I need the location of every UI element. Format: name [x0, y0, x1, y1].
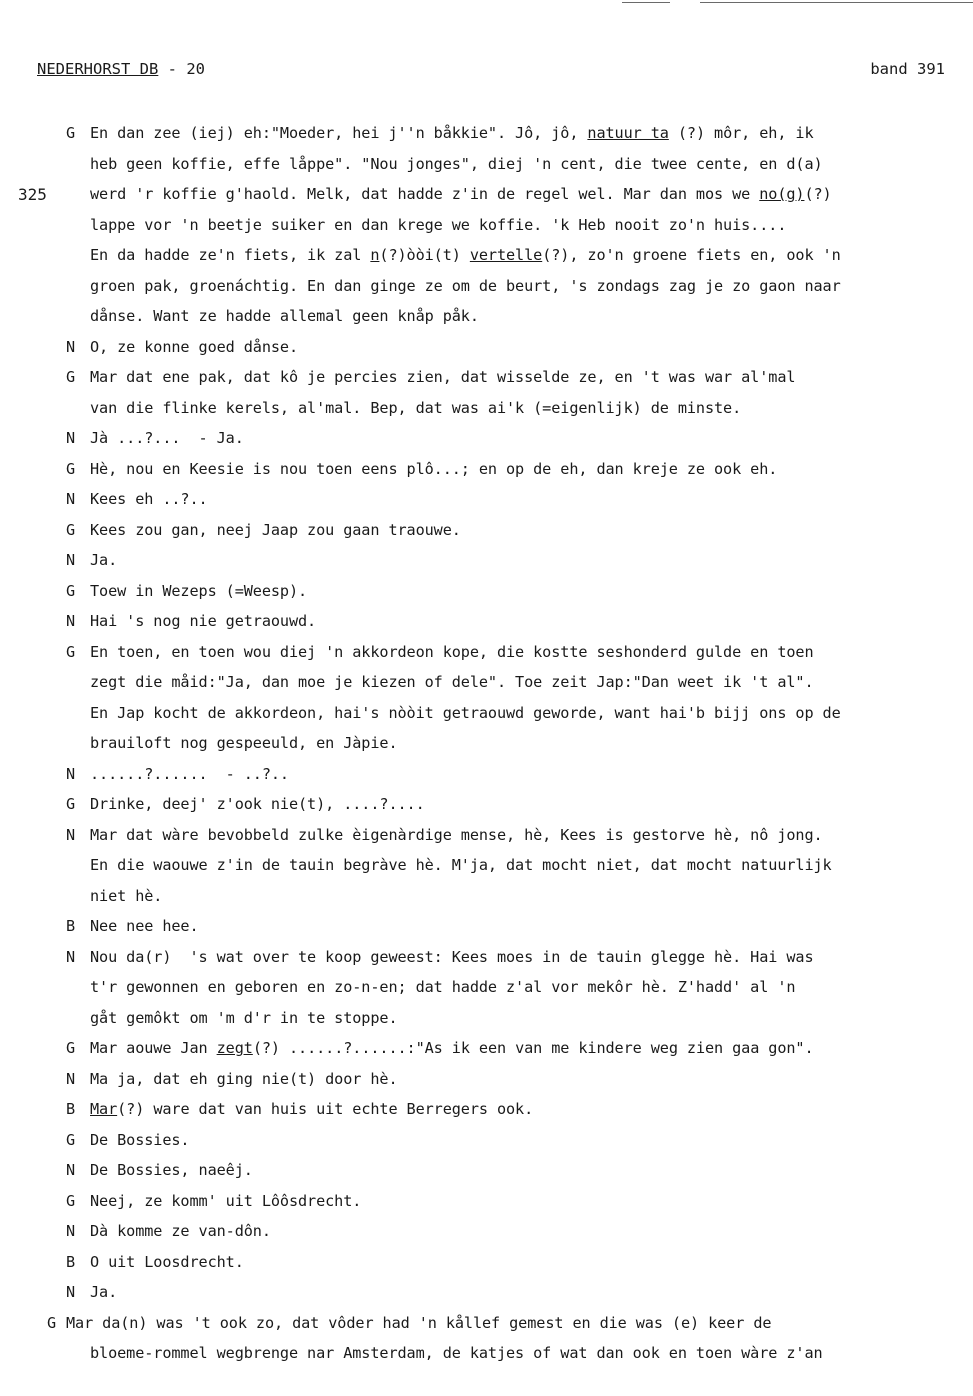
text-segment: Nee nee hee. [90, 917, 199, 935]
text-segment: (?) [804, 185, 832, 203]
line-text [90, 1064, 397, 1095]
transcript-line [0, 301, 973, 332]
text-segment: t'r gewonnen en geboren en zo-n-en; dat hadde z'al vor mekôr hè. Z'hadd' al 'n [90, 978, 796, 996]
text-segment: (?) môr, eh, ik [668, 124, 814, 142]
speaker-label: N [66, 551, 76, 569]
text-segment: En die waouwe z'in de tauin begràve hè. M'ja, dat mocht niet, dat mocht natuurlijk [90, 856, 832, 874]
line-text [90, 1155, 253, 1186]
transcript-line [0, 1247, 973, 1278]
line-text [90, 942, 814, 973]
text-segment: niet hè. [90, 886, 163, 905]
text-segment: ......?...... - ..?.. [90, 764, 289, 783]
line-text [90, 271, 841, 302]
transcript-line [0, 1216, 973, 1247]
speaker-label: G [66, 124, 76, 142]
text-segment: Neej, ze komm' uit Lôôsdrecht. [90, 1191, 362, 1210]
underlined-text: zegt [216, 1039, 253, 1057]
line-text [90, 1003, 397, 1034]
transcript-line [0, 210, 973, 241]
transcript-line [0, 850, 973, 881]
text-segment: gåt gemôkt om 'm d'r in te stoppe. [90, 1008, 398, 1027]
text-segment: Dà komme ze van-dôn. [90, 1222, 271, 1240]
text-segment: Jà ...?... - Ja. [90, 429, 244, 447]
line-text [90, 149, 823, 180]
text-segment: En toen, en toen wou diej 'n akkordeon kope, die kostte seshonderd gulde en toen [90, 642, 814, 661]
line-text [90, 240, 841, 271]
text-segment: dånse. Want ze hadde allemal geen knåp påk. [90, 307, 479, 325]
text-segment: Ja. [90, 1283, 118, 1301]
speaker-label: N [66, 1222, 76, 1240]
line-text [90, 332, 298, 363]
text-segment: werd 'r koffie g'haold. Melk, dat hadde z'in de regel wel. Mar dan mos we [90, 185, 760, 203]
speaker-label: G [66, 795, 76, 813]
underlined-text: n [370, 246, 380, 264]
speaker-label: B [66, 1252, 76, 1271]
speaker-label: N [66, 947, 76, 966]
transcript-line [0, 332, 973, 363]
speaker-label: G [66, 1191, 76, 1210]
speaker-label: N [66, 1161, 76, 1179]
line-text [90, 301, 479, 332]
line-text [90, 1338, 823, 1369]
text-segment: Kees eh ..?.. [90, 490, 208, 508]
transcript-line [0, 393, 973, 424]
line-text [90, 850, 832, 881]
transcript-line [0, 454, 973, 485]
line-text [90, 759, 289, 790]
line-text [90, 972, 795, 1003]
text-segment: Hai 's nog nie getraouwd. [90, 612, 317, 630]
text-segment: van die flinke kerels, al'mal. Bep, dat was ai'k (=eigenlijk) de minste. [90, 398, 742, 417]
speaker-label: G [66, 520, 76, 539]
text-segment: lappe vor 'n beetje suiker en dan krege we koffie. 'k Heb nooit zo'n huis.... [90, 215, 787, 234]
transcript-line [0, 423, 973, 454]
text-segment: Drinke, deej' z'ook nie(t), ....?.... [90, 795, 425, 813]
text-segment: (?), zo'n groene fiets en, ook 'n [542, 246, 841, 264]
speaker-label: B [66, 917, 76, 935]
text-segment: Mar aouwe Jan [90, 1039, 217, 1057]
text-segment: Ja. [90, 551, 118, 569]
line-text [90, 545, 117, 576]
page-number: - 20 [158, 60, 205, 78]
text-segment: En dan zee (iej) eh:"Moeder, hei j''n båkkie". Jô, jô, [90, 124, 588, 142]
speaker-label: G [66, 368, 76, 386]
transcript-line [0, 1064, 973, 1095]
line-text [90, 789, 425, 820]
text-segment: bloeme-rommel wegbrenge nar Amsterdam, de katjes of wat dan ook en toen wàre z'an [90, 1344, 823, 1362]
line-text [90, 667, 814, 698]
speaker-label: B [66, 1100, 76, 1118]
underlined-text: natuur ta [587, 124, 669, 142]
transcript-line [0, 820, 973, 851]
transcript-line [0, 1003, 973, 1034]
underlined-text: Mar [90, 1100, 118, 1118]
line-text [90, 728, 397, 759]
transcript-line [0, 1033, 973, 1064]
underlined-text: no(g) [759, 185, 805, 203]
transcript-line [0, 698, 973, 729]
line-text [90, 515, 461, 546]
text-segment: O uit Loosdrecht. [90, 1252, 244, 1271]
line-text [90, 637, 814, 668]
transcript-line [0, 240, 973, 271]
transcript-line [0, 1338, 973, 1369]
top-rule-right [700, 2, 973, 3]
line-text [90, 423, 244, 454]
transcript-body [0, 118, 973, 1369]
text-segment: O, ze konne goed dånse. [90, 337, 299, 356]
line-text [90, 362, 795, 393]
speaker-label: N [66, 337, 76, 356]
line-text [90, 179, 832, 210]
transcript-line [0, 118, 973, 149]
speaker-label: N [66, 429, 76, 447]
text-segment: Mar dat ene pak, dat kô je percies zien, dat wisselde ze, en 't was war al'mal [90, 368, 796, 386]
transcript-line [0, 149, 973, 180]
text-segment: Nou da(r) 's wat over te koop geweest: Kees moes in de tauin glegge hè. Hai was [90, 947, 814, 966]
margin-line-number: 325 [18, 185, 47, 204]
transcript-line [0, 362, 973, 393]
text-segment: De Bossies. [90, 1130, 190, 1149]
band-number: band 391 [870, 60, 945, 78]
line-text [90, 820, 823, 851]
transcript-line [0, 545, 973, 576]
line-text [66, 1308, 771, 1339]
speaker-label: N [66, 612, 76, 630]
line-text [90, 576, 307, 607]
text-segment: Ma ja, dat eh ging nie(t) door hè. [90, 1069, 398, 1088]
transcript-line [0, 667, 973, 698]
line-text [90, 606, 316, 637]
transcript-line [0, 972, 973, 1003]
transcript-line [0, 911, 973, 942]
speaker-label: N [66, 764, 76, 783]
line-text [90, 118, 814, 149]
top-rule-left [622, 2, 670, 3]
line-text [90, 1033, 814, 1064]
speaker-label: N [66, 1283, 76, 1301]
line-text [90, 484, 208, 515]
line-text [90, 698, 841, 729]
text-segment: (?) ......?......:"As ik een van me kindere weg zien gaa gon". [252, 1039, 814, 1057]
line-text [90, 393, 741, 424]
transcript-line [0, 1277, 973, 1308]
speaker-label: N [66, 490, 76, 508]
speaker-label: G [66, 1130, 76, 1149]
underlined-text: vertelle [469, 246, 543, 264]
transcript-line [0, 576, 973, 607]
transcript-line [0, 759, 973, 790]
speaker-label: G [66, 459, 76, 478]
speaker-label: N [66, 1069, 76, 1088]
line-text [90, 1247, 244, 1278]
text-segment: heb geen koffie, effe låppe". "Nou jonges", diej 'n cent, die twee cente, en d(a) [90, 154, 823, 173]
transcript-line [0, 789, 973, 820]
text-segment: Mar da(n) was 't ook zo, dat vôder had 'n kållef gemest en die was (e) keer de [66, 1313, 772, 1332]
page-header-left [37, 60, 205, 78]
transcript-line [0, 637, 973, 668]
line-text [90, 1125, 189, 1156]
line-text [90, 1277, 117, 1308]
transcript-line [0, 1186, 973, 1217]
line-text [90, 1216, 271, 1247]
transcript-line [0, 1308, 973, 1339]
transcript-line [0, 606, 973, 637]
speaker-label: G [47, 1313, 57, 1332]
line-text [90, 1094, 533, 1125]
transcript-line [0, 728, 973, 759]
transcript-line [0, 942, 973, 973]
transcript-line [0, 515, 973, 546]
text-segment: Mar dat wàre bevobbeld zulke èigenàrdige mense, hè, Kees is gestorve hè, nô jong. [90, 825, 823, 844]
speaker-label: G [66, 642, 76, 661]
transcript-line [0, 1094, 973, 1125]
line-text [90, 881, 162, 912]
text-segment: Kees zou gan, neej Jaap zou gaan traouwe. [90, 520, 461, 539]
transcript-line [0, 484, 973, 515]
line-text [90, 1186, 361, 1217]
document-title: NEDERHORST DB [37, 60, 159, 78]
transcript-line [0, 881, 973, 912]
speaker-label: G [66, 581, 76, 600]
text-segment: (?)òòi(t) [379, 246, 470, 264]
text-segment: En da hadde ze'n fiets, ik zal [90, 246, 371, 264]
text-segment: Toew in Wezeps (=Weesp). [90, 581, 308, 600]
line-text [90, 210, 786, 241]
line-text [90, 454, 777, 485]
transcript-line [0, 1155, 973, 1186]
text-segment: groen pak, groenáchtig. En dan ginge ze om de beurt, 's zondags zag je zo gaon naar [90, 276, 841, 295]
line-text [90, 911, 199, 942]
text-segment: De Bossies, naeêj. [90, 1161, 253, 1179]
speaker-label: N [66, 825, 76, 844]
text-segment: En Jap kocht de akkordeon, hai's nòòit getraouwd geworde, want hai'b bijj ons op de [90, 703, 841, 722]
text-segment: brauiloft nog gespeeuld, en Jàpie. [90, 734, 398, 752]
text-segment: (?) ware dat van huis uit echte Berregers ook. [117, 1100, 534, 1118]
transcript-line [0, 271, 973, 302]
text-segment: Hè, nou en Keesie is nou toen eens plô...; en op de eh, dan kreje ze ook eh. [90, 459, 778, 478]
text-segment: zegt die måid:"Ja, dan moe je kiezen of dele". Toe zeit Jap:"Dan weet ik 't al". [90, 673, 814, 691]
speaker-label: G [66, 1039, 76, 1057]
transcript-line [0, 179, 973, 210]
transcript-line [0, 1125, 973, 1156]
